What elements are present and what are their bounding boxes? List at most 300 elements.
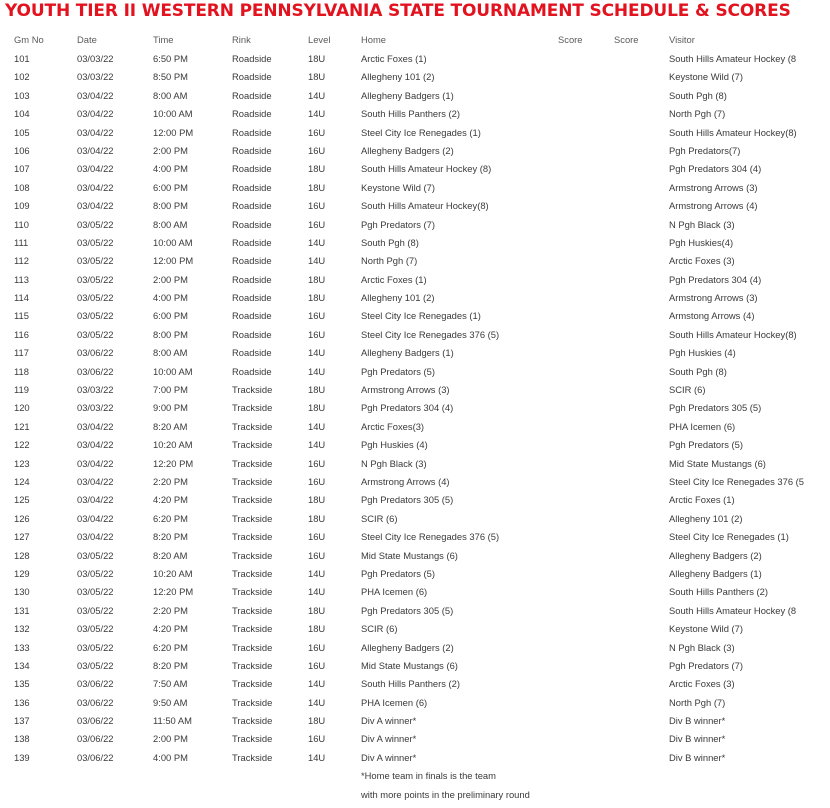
cell-home-team: South Pgh (8) xyxy=(361,236,419,248)
cell-home-team: Allegheny 101 (2) xyxy=(361,292,435,304)
cell-time: 2:00 PM xyxy=(153,273,188,285)
cell-visitor-team: Armstrong Arrows (4) xyxy=(669,200,758,212)
cell-time: 6:20 PM xyxy=(153,512,188,524)
table-row xyxy=(0,382,830,400)
cell-date: 03/06/22 xyxy=(77,696,114,708)
cell-game-number: 115 xyxy=(14,310,29,322)
cell-game-number: 126 xyxy=(14,512,30,524)
cell-rink: Trackside xyxy=(232,586,273,598)
cell-time: 8:50 PM xyxy=(153,71,188,83)
cell-date: 03/06/22 xyxy=(77,678,114,690)
cell-visitor-team: Steel City Ice Renegades 376 (5 xyxy=(669,475,804,487)
cell-visitor-team: Pgh Huskies(4) xyxy=(669,236,734,248)
cell-home-team: South Hills Panthers (2) xyxy=(361,678,461,690)
cell-level: 14U xyxy=(308,567,326,579)
cell-level: 16U xyxy=(308,549,326,561)
cell-level: 14U xyxy=(308,108,326,120)
table-row xyxy=(0,400,830,418)
header-home-score: Score xyxy=(558,34,583,45)
cell-rink: Trackside xyxy=(232,531,273,543)
cell-home-team: Allegheny Badgers (2) xyxy=(361,144,454,156)
cell-rink: Roadside xyxy=(232,365,272,377)
cell-visitor-team: South Hills Amateur Hockey (8 xyxy=(669,604,797,616)
cell-date: 03/05/22 xyxy=(77,641,114,653)
table-row xyxy=(0,143,830,161)
cell-game-number: 132 xyxy=(14,623,30,635)
cell-visitor-team: Steel City Ice Renegades (1) xyxy=(669,531,789,543)
cell-home-team: Mid State Mustangs (6) xyxy=(361,549,458,561)
cell-home-team: Keystone Wild (7) xyxy=(361,181,435,193)
cell-date: 03/05/22 xyxy=(77,586,114,598)
cell-date: 03/05/22 xyxy=(77,255,114,267)
cell-date: 03/06/22 xyxy=(77,751,114,763)
cell-date: 03/06/22 xyxy=(77,365,114,377)
cell-rink: Roadside xyxy=(232,292,272,304)
cell-time: 8:00 PM xyxy=(153,200,188,212)
table-row xyxy=(0,125,830,143)
cell-date: 03/03/22 xyxy=(77,384,114,396)
cell-time: 9:00 PM xyxy=(153,402,188,414)
cell-home-team: Steel City Ice Renegades 376 (5) xyxy=(361,328,500,340)
cell-rink: Trackside xyxy=(232,751,273,763)
table-row xyxy=(0,750,830,768)
cell-rink: Roadside xyxy=(232,347,272,359)
cell-date: 03/04/22 xyxy=(77,144,114,156)
cell-game-number: 107 xyxy=(14,163,30,175)
cell-home-team: Pgh Predators (5) xyxy=(361,567,435,579)
cell-date: 03/05/22 xyxy=(77,236,114,248)
table-row xyxy=(0,437,830,455)
table-row xyxy=(0,419,830,437)
table-row xyxy=(0,713,830,731)
cell-date: 03/05/22 xyxy=(77,567,114,579)
cell-level: 14U xyxy=(308,696,326,708)
table-row xyxy=(0,161,830,179)
cell-game-number: 133 xyxy=(14,641,30,653)
cell-time: 4:20 PM xyxy=(153,494,188,506)
footnote xyxy=(0,768,830,808)
header-rink: Rink xyxy=(232,34,251,45)
cell-visitor-team: Div B winner* xyxy=(669,715,726,727)
cell-time: 12:00 PM xyxy=(153,126,194,138)
cell-time: 8:00 AM xyxy=(153,218,188,230)
cell-game-number: 110 xyxy=(14,218,29,230)
table-row xyxy=(0,217,830,235)
cell-level: 14U xyxy=(308,586,326,598)
cell-time: 2:20 PM xyxy=(153,604,188,616)
cell-date: 03/04/22 xyxy=(77,494,114,506)
cell-date: 03/04/22 xyxy=(77,439,114,451)
table-row xyxy=(0,621,830,639)
cell-home-team: Allegheny Badgers (1) xyxy=(361,347,454,359)
cell-time: 8:00 AM xyxy=(153,347,188,359)
cell-rink: Roadside xyxy=(232,89,272,101)
cell-level: 16U xyxy=(308,200,326,212)
cell-game-number: 102 xyxy=(14,71,30,83)
cell-level: 18U xyxy=(308,71,326,83)
cell-visitor-team: N Pgh Black (3) xyxy=(669,218,735,230)
cell-rink: Trackside xyxy=(232,678,273,690)
table-row xyxy=(0,253,830,271)
cell-time: 2:20 PM xyxy=(153,475,188,487)
cell-visitor-team: Keystone Wild (7) xyxy=(669,71,743,83)
cell-rink: Roadside xyxy=(232,218,272,230)
cell-level: 16U xyxy=(308,126,326,138)
cell-level: 18U xyxy=(308,273,326,285)
cell-date: 03/03/22 xyxy=(77,402,114,414)
cell-level: 18U xyxy=(308,384,326,396)
cell-home-team: Div A winner* xyxy=(361,733,417,745)
cell-level: 14U xyxy=(308,236,326,248)
cell-game-number: 136 xyxy=(14,696,30,708)
cell-time: 6:50 PM xyxy=(153,53,188,64)
cell-visitor-team: Armstrong Arrows (3) xyxy=(669,292,758,304)
cell-rink: Trackside xyxy=(232,715,273,727)
cell-visitor-team: PHA Icemen (6) xyxy=(669,420,736,432)
cell-time: 2:00 PM xyxy=(153,144,188,156)
cell-visitor-team: SCIR (6) xyxy=(669,384,706,396)
cell-date: 03/04/22 xyxy=(77,89,114,101)
table-body xyxy=(0,51,830,768)
cell-date: 03/04/22 xyxy=(77,126,114,138)
cell-rink: Roadside xyxy=(232,163,272,175)
page-title: YOUTH TIER II WESTERN PENNSYLVANIA STATE TOURNAMENT SCHEDULE & SCORES xyxy=(5,1,791,21)
table-row xyxy=(0,290,830,308)
cell-game-number: 121 xyxy=(14,420,30,432)
table-row xyxy=(0,603,830,621)
cell-visitor-team: Arctic Foxes (3) xyxy=(669,678,735,690)
cell-date: 03/04/22 xyxy=(77,200,114,212)
cell-visitor-team: South Hills Amateur Hockey(8) xyxy=(669,328,797,340)
table-row xyxy=(0,88,830,106)
cell-date: 03/06/22 xyxy=(77,733,114,745)
cell-level: 16U xyxy=(308,475,326,487)
cell-game-number: 104 xyxy=(14,108,30,120)
table-row xyxy=(0,529,830,547)
cell-rink: Trackside xyxy=(232,623,273,635)
cell-rink: Trackside xyxy=(232,733,273,745)
cell-rink: Trackside xyxy=(232,696,273,708)
header-visitor: Visitor xyxy=(669,34,695,45)
cell-level: 16U xyxy=(308,457,326,469)
cell-date: 03/05/22 xyxy=(77,623,114,635)
cell-date: 03/04/22 xyxy=(77,420,114,432)
cell-level: 16U xyxy=(308,328,326,340)
cell-date: 03/05/22 xyxy=(77,549,114,561)
footnote-line: with more points in the preliminary round xyxy=(361,789,530,801)
cell-home-team: Pgh Huskies (4) xyxy=(361,439,428,451)
cell-visitor-team: Armstrong Arrows (3) xyxy=(669,181,758,193)
cell-level: 16U xyxy=(308,144,326,156)
table-row xyxy=(0,566,830,584)
cell-visitor-team: South Hills Panthers (2) xyxy=(669,586,769,598)
cell-rink: Trackside xyxy=(232,439,273,451)
cell-home-team: North Pgh (7) xyxy=(361,255,418,267)
cell-home-team: PHA Icemen (6) xyxy=(361,696,428,708)
cell-home-team: Pgh Predators (7) xyxy=(361,218,435,230)
cell-game-number: 124 xyxy=(14,475,30,487)
cell-rink: Roadside xyxy=(232,144,272,156)
cell-level: 18U xyxy=(308,715,326,727)
cell-game-number: 105 xyxy=(14,126,30,138)
cell-rink: Roadside xyxy=(232,200,272,212)
cell-time: 8:20 AM xyxy=(153,420,188,432)
cell-rink: Roadside xyxy=(232,126,272,138)
cell-game-number: 122 xyxy=(14,439,30,451)
cell-level: 18U xyxy=(308,402,326,414)
cell-home-team: Pgh Predators 305 (5) xyxy=(361,604,454,616)
cell-home-team: Pgh Predators 305 (5) xyxy=(361,494,454,506)
cell-time: 12:20 PM xyxy=(153,457,194,469)
header-home: Home xyxy=(361,34,387,45)
cell-date: 03/05/22 xyxy=(77,328,114,340)
cell-home-team: Arctic Foxes(3) xyxy=(361,420,425,432)
table-row xyxy=(0,731,830,749)
cell-home-team: SCIR (6) xyxy=(361,623,398,635)
table-row xyxy=(0,584,830,602)
cell-date: 03/05/22 xyxy=(77,604,114,616)
cell-date: 03/05/22 xyxy=(77,659,114,671)
header-date: Date xyxy=(77,34,97,45)
table-row xyxy=(0,695,830,713)
cell-rink: Roadside xyxy=(232,236,272,248)
cell-game-number: 113 xyxy=(14,273,29,285)
cell-visitor-team: Allegheny Badgers (2) xyxy=(669,549,762,561)
cell-rink: Trackside xyxy=(232,475,273,487)
table-row xyxy=(0,676,830,694)
cell-rink: Trackside xyxy=(232,549,273,561)
cell-visitor-team: Pgh Predators(7) xyxy=(669,144,741,156)
cell-time: 4:00 PM xyxy=(153,163,188,175)
cell-home-team: Pgh Predators (5) xyxy=(361,365,435,377)
cell-game-number: 134 xyxy=(14,659,30,671)
table-row xyxy=(0,548,830,566)
cell-time: 8:20 PM xyxy=(153,659,188,671)
cell-home-team: Steel City Ice Renegades (1) xyxy=(361,310,481,322)
header-level: Level xyxy=(308,34,331,45)
cell-time: 10:00 AM xyxy=(153,236,193,248)
cell-time: 2:00 PM xyxy=(153,733,188,745)
cell-game-number: 101 xyxy=(14,53,30,64)
cell-date: 03/04/22 xyxy=(77,457,114,469)
cell-time: 6:00 PM xyxy=(153,310,188,322)
cell-rink: Trackside xyxy=(232,659,273,671)
cell-rink: Roadside xyxy=(232,255,272,267)
cell-game-number: 131 xyxy=(14,604,30,616)
cell-home-team: N Pgh Black (3) xyxy=(361,457,427,469)
table-row xyxy=(0,658,830,676)
cell-rink: Trackside xyxy=(232,457,273,469)
cell-home-team: South Hills Amateur Hockey(8) xyxy=(361,200,489,212)
cell-home-team: Div A winner* xyxy=(361,715,417,727)
cell-home-team: Arctic Foxes (1) xyxy=(361,273,427,285)
cell-game-number: 138 xyxy=(14,733,30,745)
cell-rink: Roadside xyxy=(232,273,272,285)
cell-game-number: 116 xyxy=(14,328,29,340)
cell-level: 18U xyxy=(308,181,326,193)
cell-level: 16U xyxy=(308,733,326,745)
cell-game-number: 129 xyxy=(14,567,30,579)
cell-level: 14U xyxy=(308,678,326,690)
table-row xyxy=(0,106,830,124)
cell-level: 16U xyxy=(308,531,326,543)
cell-time: 6:20 PM xyxy=(153,641,188,653)
cell-time: 10:00 AM xyxy=(153,108,193,120)
cell-visitor-team: Allegheny Badgers (1) xyxy=(669,567,762,579)
table-header-row xyxy=(0,32,830,51)
cell-game-number: 111 xyxy=(14,236,29,248)
cell-visitor-team: Pgh Predators 305 (5) xyxy=(669,402,762,414)
cell-game-number: 127 xyxy=(14,531,30,543)
cell-visitor-team: Div B winner* xyxy=(669,751,726,763)
cell-level: 18U xyxy=(308,512,326,524)
cell-rink: Trackside xyxy=(232,567,273,579)
cell-time: 4:00 PM xyxy=(153,292,188,304)
cell-level: 14U xyxy=(308,347,326,359)
cell-visitor-team: Mid State Mustangs (6) xyxy=(669,457,766,469)
cell-visitor-team: Pgh Predators (5) xyxy=(669,439,743,451)
cell-time: 12:20 PM xyxy=(153,586,194,598)
table-row xyxy=(0,640,830,658)
cell-level: 18U xyxy=(308,292,326,304)
cell-game-number: 137 xyxy=(14,715,30,727)
cell-rink: Trackside xyxy=(232,420,273,432)
cell-rink: Roadside xyxy=(232,71,272,83)
table-row xyxy=(0,511,830,529)
cell-level: 16U xyxy=(308,641,326,653)
cell-visitor-team: Pgh Predators 304 (4) xyxy=(669,273,762,285)
cell-time: 8:00 AM xyxy=(153,89,188,101)
cell-rink: Trackside xyxy=(232,512,273,524)
cell-level: 14U xyxy=(308,365,326,377)
cell-rink: Roadside xyxy=(232,310,272,322)
table-row xyxy=(0,180,830,198)
cell-rink: Roadside xyxy=(232,181,272,193)
cell-rink: Trackside xyxy=(232,384,273,396)
header-time: Time xyxy=(153,34,174,45)
cell-home-team: Div A winner* xyxy=(361,751,417,763)
cell-rink: Trackside xyxy=(232,604,273,616)
cell-date: 03/05/22 xyxy=(77,218,114,230)
cell-date: 03/04/22 xyxy=(77,531,114,543)
cell-level: 16U xyxy=(308,659,326,671)
cell-date: 03/06/22 xyxy=(77,715,114,727)
cell-visitor-team: Arctic Foxes (3) xyxy=(669,255,735,267)
footnote-line: *Home team in finals is the team xyxy=(361,770,496,782)
cell-level: 14U xyxy=(308,439,326,451)
cell-game-number: 112 xyxy=(14,255,29,267)
cell-visitor-team: North Pgh (7) xyxy=(669,696,726,708)
cell-home-team: Armstrong Arrows (4) xyxy=(361,475,450,487)
cell-time: 10:20 AM xyxy=(153,567,193,579)
table-row xyxy=(0,345,830,363)
table-row xyxy=(0,198,830,216)
cell-visitor-team: Keystone Wild (7) xyxy=(669,623,743,635)
cell-time: 6:00 PM xyxy=(153,181,188,193)
table-row xyxy=(0,272,830,290)
cell-time: 10:20 AM xyxy=(153,439,193,451)
cell-visitor-team: South Hills Amateur Hockey (8 xyxy=(669,53,797,64)
cell-visitor-team: South Hills Amateur Hockey(8) xyxy=(669,126,797,138)
cell-home-team: SCIR (6) xyxy=(361,512,398,524)
cell-rink: Trackside xyxy=(232,402,273,414)
cell-home-team: Armstrong Arrows (3) xyxy=(361,384,450,396)
cell-visitor-team: Arctic Foxes (1) xyxy=(669,494,735,506)
cell-rink: Roadside xyxy=(232,108,272,120)
header-visitor-score: Score xyxy=(614,34,639,45)
header-game-number: Gm No xyxy=(14,34,44,45)
table-row xyxy=(0,51,830,69)
cell-home-team: Allegheny 101 (2) xyxy=(361,71,435,83)
cell-game-number: 135 xyxy=(14,678,30,690)
cell-level: 18U xyxy=(308,163,326,175)
cell-time: 10:00 AM xyxy=(153,365,193,377)
cell-game-number: 130 xyxy=(14,586,30,598)
cell-visitor-team: South Pgh (8) xyxy=(669,365,727,377)
cell-home-team: South Hills Amateur Hockey (8) xyxy=(361,163,492,175)
cell-game-number: 117 xyxy=(14,347,29,359)
cell-time: 8:00 PM xyxy=(153,328,188,340)
cell-game-number: 128 xyxy=(14,549,30,561)
cell-level: 14U xyxy=(308,751,326,763)
cell-visitor-team: Allegheny 101 (2) xyxy=(669,512,743,524)
cell-time: 11:50 AM xyxy=(153,715,192,727)
cell-date: 03/06/22 xyxy=(77,347,114,359)
cell-rink: Roadside xyxy=(232,53,272,64)
table-row xyxy=(0,69,830,87)
cell-level: 16U xyxy=(308,218,326,230)
cell-level: 16U xyxy=(308,310,326,322)
cell-game-number: 109 xyxy=(14,200,30,212)
cell-level: 14U xyxy=(308,420,326,432)
cell-date: 03/04/22 xyxy=(77,512,114,524)
cell-level: 18U xyxy=(308,494,326,506)
cell-level: 18U xyxy=(308,604,326,616)
cell-time: 4:20 PM xyxy=(153,623,188,635)
cell-home-team: Steel City Ice Renegades 376 (5) xyxy=(361,531,500,543)
cell-game-number: 106 xyxy=(14,144,30,156)
cell-home-team: South Hills Panthers (2) xyxy=(361,108,461,120)
cell-visitor-team: Pgh Predators 304 (4) xyxy=(669,163,762,175)
cell-date: 03/04/22 xyxy=(77,108,114,120)
table-row xyxy=(0,308,830,326)
schedule-table xyxy=(0,32,830,808)
cell-level: 18U xyxy=(308,53,326,64)
cell-game-number: 103 xyxy=(14,89,30,101)
cell-time: 7:50 AM xyxy=(153,678,188,690)
cell-visitor-team: Pgh Huskies (4) xyxy=(669,347,736,359)
cell-rink: Trackside xyxy=(232,641,273,653)
table-row xyxy=(0,492,830,510)
cell-date: 03/03/22 xyxy=(77,53,114,64)
cell-home-team: Allegheny Badgers (1) xyxy=(361,89,454,101)
cell-level: 18U xyxy=(308,623,326,635)
cell-rink: Trackside xyxy=(232,494,273,506)
table-row xyxy=(0,456,830,474)
cell-game-number: 114 xyxy=(14,292,29,304)
table-row xyxy=(0,364,830,382)
cell-date: 03/05/22 xyxy=(77,273,114,285)
cell-home-team: Arctic Foxes (1) xyxy=(361,53,427,64)
cell-game-number: 108 xyxy=(14,181,30,193)
cell-home-team: Pgh Predators 304 (4) xyxy=(361,402,454,414)
cell-visitor-team: N Pgh Black (3) xyxy=(669,641,735,653)
cell-game-number: 120 xyxy=(14,402,30,414)
cell-date: 03/04/22 xyxy=(77,475,114,487)
cell-date: 03/05/22 xyxy=(77,292,114,304)
cell-visitor-team: Div B winner* xyxy=(669,733,726,745)
cell-home-team: Mid State Mustangs (6) xyxy=(361,659,458,671)
